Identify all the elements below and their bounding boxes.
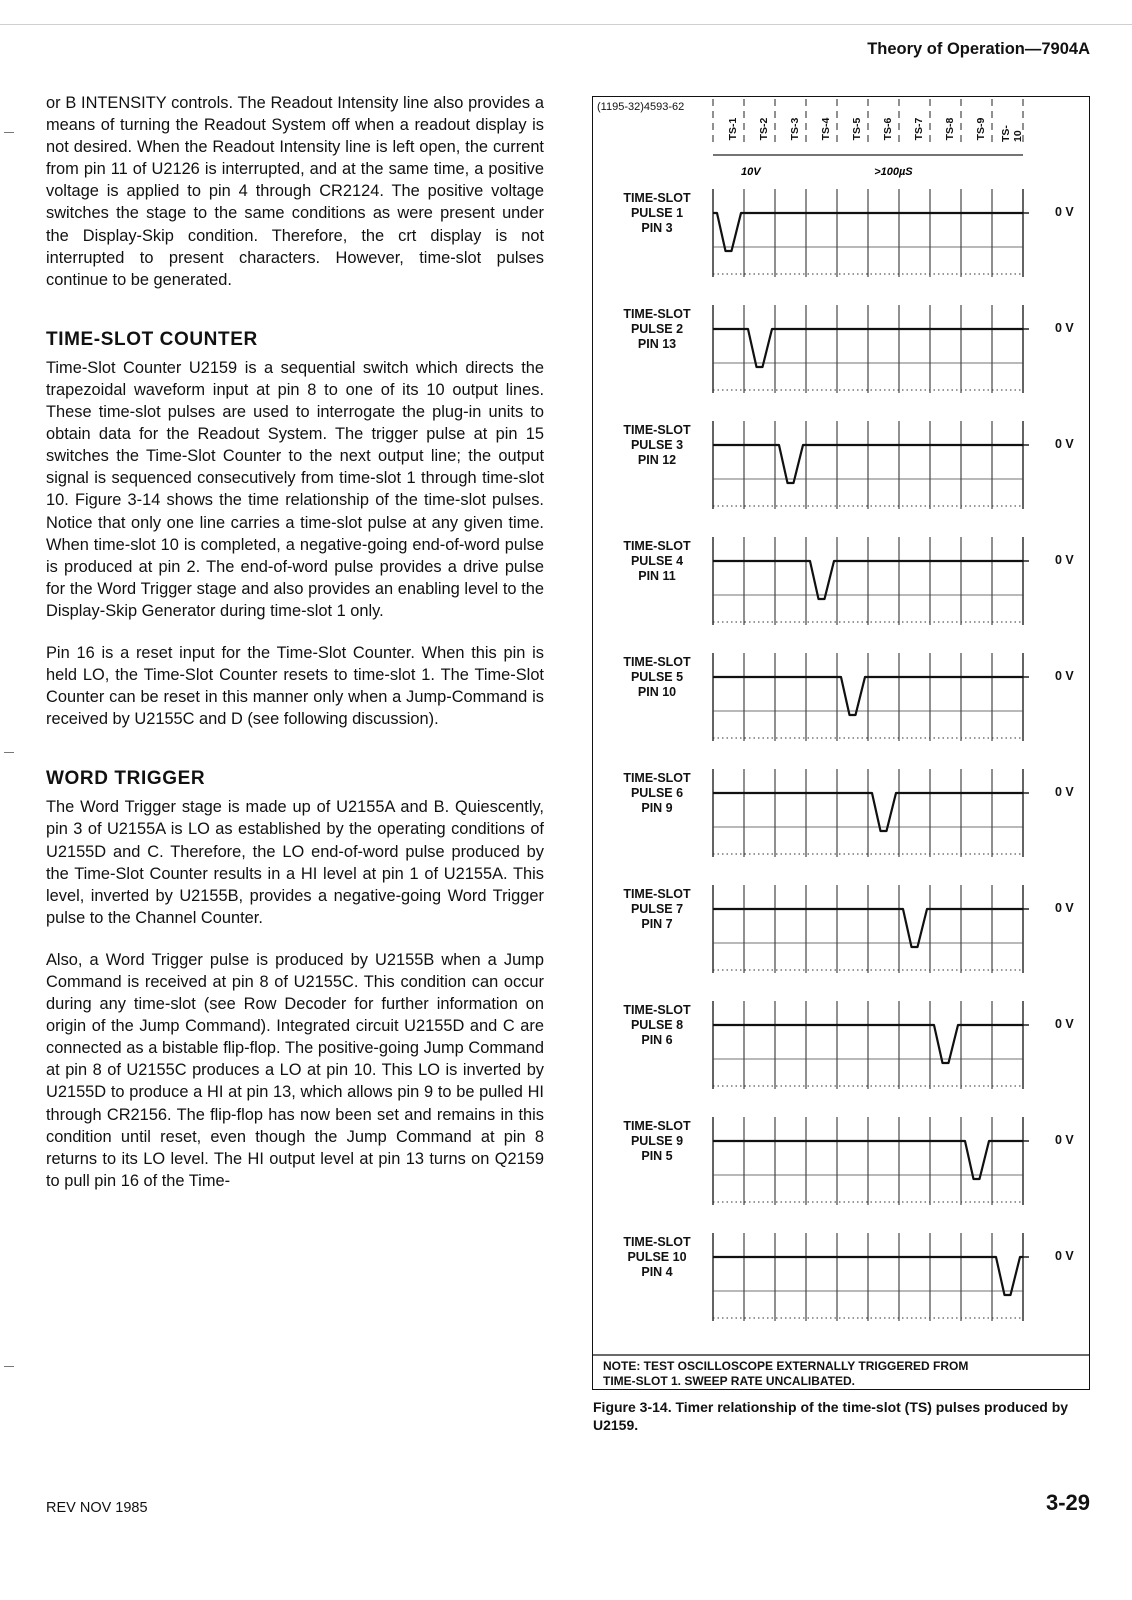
body-text-column <box>46 92 544 1192</box>
channel-label <box>593 1119 721 1164</box>
channel-label <box>593 771 721 816</box>
time-slot-header-label: TS-6 <box>881 117 894 141</box>
channel-label-line: TIME-SLOT <box>623 771 691 785</box>
figure-3-14 <box>592 96 1090 1390</box>
page-header: Theory of Operation—7904A <box>867 40 1090 58</box>
channel-label-line: PIN 12 <box>637 453 677 467</box>
channel-label-line: PIN 10 <box>637 685 677 699</box>
time-slot-header-label: TS-2 <box>757 117 770 141</box>
channel-label-line: PULSE 9 <box>630 1134 684 1148</box>
channel-label-line: TIME-SLOT <box>623 191 691 205</box>
zero-volt-label: 0 V <box>1055 785 1074 799</box>
zero-volt-label: 0 V <box>1055 901 1074 915</box>
channel-label-line: PIN 4 <box>641 1265 673 1279</box>
top-rule <box>0 24 1132 25</box>
channel-label <box>593 887 721 932</box>
time-slot-header-label: TS-1 <box>726 117 739 141</box>
zero-volt-label: 0 V <box>1055 205 1074 219</box>
channel-label-line: PULSE 1 <box>630 206 684 220</box>
time-slot-header-label: TS-8 <box>943 117 956 141</box>
figure-note-line: TIME-SLOT 1. SWEEP RATE UNCALIBATED. <box>603 1374 856 1388</box>
channel-label-line: PULSE 2 <box>630 322 684 336</box>
body-paragraph: The Word Trigger stage is made up of U2155A and B. Quiescently, pin 3 of U2155A is LO as established by the operating conditions of U2155D and C. Therefore, the LO end-of-word pulse produced by the Time-Slot Counter results in a HI level at pin 1 of U2155A. This level, inverted by U2155B, provides a negative-going Word Trigger pulse to the Channel Counter. <box>46 798 544 927</box>
channel-label-line: PULSE 10 <box>627 1250 687 1264</box>
scope-traces <box>593 97 1089 1389</box>
channel-label-line: PULSE 3 <box>630 438 684 452</box>
channel-label <box>593 423 721 468</box>
zero-volt-label: 0 V <box>1055 1249 1074 1263</box>
page-number: 3-29 <box>1045 1490 1090 1515</box>
channel-label-line: PULSE 8 <box>630 1018 684 1032</box>
channel-label-line: TIME-SLOT <box>623 655 691 669</box>
channel-label-line: TIME-SLOT <box>623 423 691 437</box>
body-paragraph: Also, a Word Trigger pulse is produced by U2155B when a Jump Command is received at pin 8 of U2155C. This condition can occur during any time-slot (see Row Decoder for further information on origin of the Jump Command). Integrated circuit U2155D and C are connected as a bistable flip-flop. The positive-going Jump Command at pin 8 of U2155C produces a LO at pin 10. This LO is inverted by U2155D to produce a HI at pin 13, which allows pin 9 to be pulled HI through CR2156. The flip-flop has now been set and remains in this condition until reset, even though the Jump Command at pin 8 returns to its LO level. The HI output level at pin 13 turns on Q2159 to pull pin 16 of the Time- <box>46 950 544 1190</box>
zero-volt-label: 0 V <box>1055 553 1074 567</box>
margin-mark <box>4 752 14 753</box>
channel-label-line: TIME-SLOT <box>623 307 691 321</box>
margin-mark <box>4 132 14 133</box>
body-paragraph: Pin 16 is a reset input for the Time-Slot Counter. When this pin is held LO, the Time-Slot Counter resets to time-slot 1. The Time-Slot Counter can be reset in this manner only when a Jump-Command is received by U2155C and D (see following discussion). <box>46 643 544 729</box>
footer-revision: REV NOV 1985 <box>46 1500 148 1516</box>
channel-label-line: PIN 11 <box>638 569 676 583</box>
channel-label-line: PULSE 5 <box>630 670 684 684</box>
section-heading: WORD TRIGGER <box>46 768 206 790</box>
channel-label <box>593 1235 721 1280</box>
figure-code: (1195-32)4593-62 <box>597 101 685 113</box>
time-slot-header-label: TS-7 <box>912 117 925 141</box>
channel-label <box>593 1003 721 1048</box>
body-paragraph: Time-Slot Counter U2159 is a sequential switch which directs the trapezoidal waveform input at pin 8 to one of its 10 output lines. These time-slot pulses are used to interrogate the plug-in units to obtain data for the Readout System. The trigger pulse at pin 15 switches the Time-Slot Counter to the next output line; the output signal is sequenced consecutively from time-slot 1 through time-slot 10. Figure 3-14 shows the time relationship of the time-slot pulses. Notice that only one line carries a time-slot pulse at any given time. When time-slot 10 is completed, a negative-going end-of-word pulse is produced at pin 2. The end-of-word pulse provides a drive pulse for the Word Trigger stage and also provides an enabling level to the Display-Skip Generator during time-slot 1 only. <box>46 358 544 620</box>
channel-label-line: PIN 9 <box>641 801 673 815</box>
channel-label-line: PULSE 7 <box>630 902 684 916</box>
zero-volt-label: 0 V <box>1055 669 1074 683</box>
zero-volt-label: 0 V <box>1055 321 1074 335</box>
figure-caption: Figure 3-14. Timer relationship of the time-slot (TS) pulses produced by U2159. <box>593 1399 1069 1433</box>
channel-label-line: TIME-SLOT <box>623 887 691 901</box>
margin-mark <box>4 1366 14 1367</box>
figure-note-line: NOTE: TEST OSCILLOSCOPE EXTERNALLY TRIGGERED FROM <box>603 1359 969 1373</box>
figure-note <box>603 1359 1081 1389</box>
channel-label-line: PIN 13 <box>637 337 677 351</box>
time-slot-header-label: TS-3 <box>788 117 801 141</box>
intro-paragraph: or B INTENSITY controls. The Readout Intensity line also provides a means of turning the Readout System off when a readout display is not desired. When the Readout Intensity line is left open, the current from pin 11 of U2126 is interrupted, and at the same time, a positive voltage is applied to pin 4 through CR2124. The positive voltage switches the stage to the same conditions as were present under the Display-Skip condition. Therefore, the crt display is not interrupted to present characters. However, time-slot pulses continue to be generated. <box>46 94 544 289</box>
channel-label-line: PIN 5 <box>641 1149 673 1163</box>
channel-label-line: TIME-SLOT <box>623 1235 691 1249</box>
time-slot-header-label: TS-10 <box>999 125 1024 142</box>
channel-label-line: TIME-SLOT <box>623 539 691 553</box>
zero-volt-label: 0 V <box>1055 1133 1074 1147</box>
channel-label-line: TIME-SLOT <box>623 1003 691 1017</box>
channel-label <box>593 307 721 352</box>
time-slot-header-label: TS-9 <box>974 117 987 141</box>
channel-label-line: PULSE 6 <box>630 786 684 800</box>
channel-label-line: PIN 7 <box>641 917 673 931</box>
zero-volt-label: 0 V <box>1055 1017 1074 1031</box>
channel-label-line: PULSE 4 <box>630 554 684 568</box>
time-per-div-label: >100µS <box>874 166 913 178</box>
time-slot-header-label: TS-4 <box>819 117 832 141</box>
channel-label-line: PIN 6 <box>641 1033 673 1047</box>
section-heading: TIME-SLOT COUNTER <box>46 328 258 350</box>
channel-label-line: PIN 3 <box>641 221 673 235</box>
channel-label <box>593 655 721 700</box>
time-slot-header-label: TS-5 <box>850 117 863 141</box>
zero-volt-label: 0 V <box>1055 437 1074 451</box>
channel-label-line: TIME-SLOT <box>623 1119 691 1133</box>
channel-label <box>593 191 721 236</box>
channel-label <box>593 539 721 584</box>
volts-per-div-label: 10V <box>741 166 761 178</box>
